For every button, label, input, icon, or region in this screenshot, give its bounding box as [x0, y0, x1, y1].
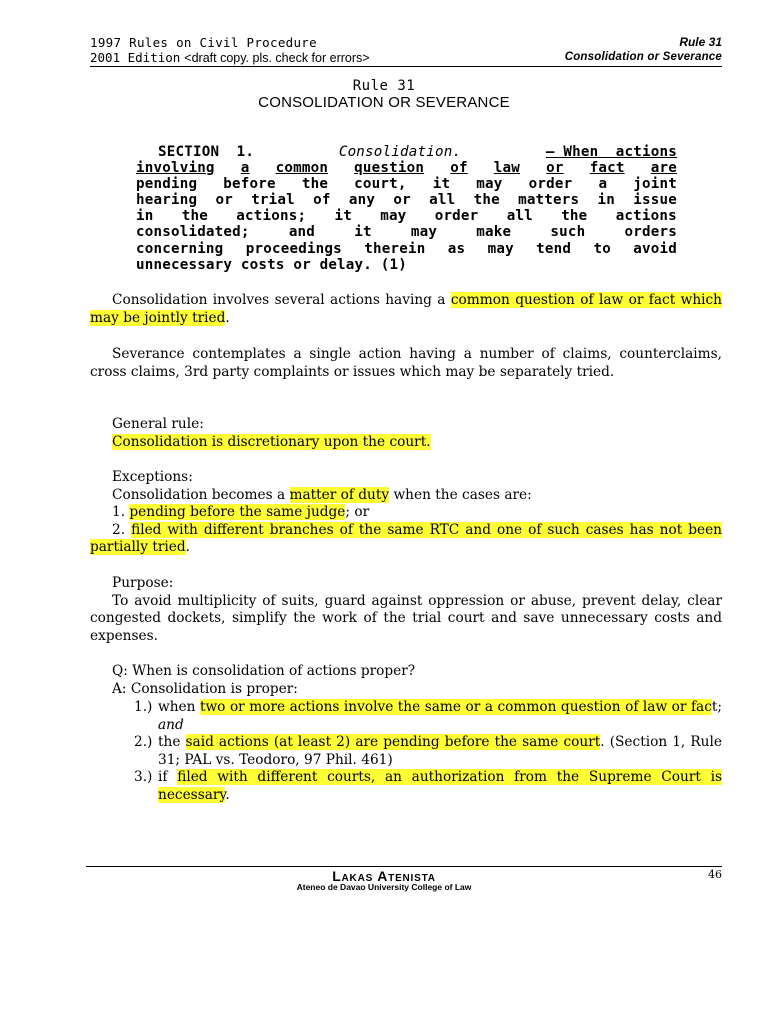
codal-word: actions [615, 208, 677, 225]
page-number: 46 [708, 868, 722, 881]
highlight-common-question: common question of law or fact which may be jointly tried [90, 292, 722, 326]
codal-word: and [288, 224, 316, 241]
exception-item-2: 2. filed with different branches of the same RTC and one of such cases has not been partially tried. [90, 521, 722, 556]
codal-word: question [354, 160, 425, 177]
codal-word: joint [633, 176, 677, 193]
codal-word: therein [364, 240, 426, 257]
codal-word: court, [354, 176, 407, 193]
codal-word: a [598, 176, 608, 193]
purpose-label: Purpose: [112, 575, 174, 591]
codal-word: before [223, 176, 276, 193]
codal-word: unnecessary costs or delay. (1) [136, 256, 407, 273]
codal-line-6 [136, 224, 677, 240]
qa-item-1: 1.) when two or more actions involve the same or a common question of law or fact; and [134, 699, 722, 733]
qa-items [134, 699, 722, 805]
general-rule-block [90, 416, 722, 451]
codal-line-7 [136, 241, 677, 257]
codal-word: as [447, 240, 466, 257]
codal-word: a [240, 160, 250, 177]
highlight-matter-of-duty: matter of duty [289, 486, 390, 503]
codal-word: trial [251, 192, 295, 209]
codal-word: or [393, 192, 411, 209]
codal-line-4 [136, 192, 677, 208]
codal-word: the [561, 208, 588, 225]
footer-subtitle: Ateneo de Davao University College of Law [296, 882, 472, 892]
exception-item-1: 1. pending before the same judge; or [112, 504, 370, 521]
codal-word: consolidated; [136, 224, 250, 241]
header-edition: 2001 Edition [90, 50, 181, 65]
codal-word: of [313, 192, 331, 209]
codal-word: may [487, 240, 514, 257]
codal-word: the [301, 176, 329, 193]
codal-line-1 [136, 144, 677, 160]
codal-word: actions; [236, 208, 307, 225]
exceptions-block [90, 469, 722, 557]
codal-word: make [476, 224, 512, 241]
codal-word: involving [136, 160, 215, 177]
codal-word: may [380, 208, 407, 225]
codal-word: of [450, 160, 468, 177]
qa-item-2: 2.) the said actions (at least 2) are pending before the same court. (Section 1, Rule 31; PAL vs. Teodoro, 97 Phil. 461) [134, 734, 722, 768]
codal-word: may [476, 176, 503, 193]
codal-word: the [181, 208, 208, 225]
codal-word: or [546, 160, 564, 177]
paragraph-consolidation: Consolidation involves several actions having a common question of law or fact which may be jointly tried. [90, 292, 722, 326]
codal-line-8 [136, 257, 677, 273]
header-edition-line [90, 50, 370, 66]
section-title: Consolidation. [338, 144, 462, 160]
codal-word: order [528, 176, 573, 193]
qa-answer: A: Consolidation is proper: [112, 680, 298, 697]
codal-word: in [136, 208, 154, 225]
codal-word: matters [518, 192, 580, 209]
codal-word: all [506, 208, 533, 225]
general-rule-label: General rule: [112, 416, 204, 432]
codal-word: common [275, 160, 329, 177]
rule-title: CONSOLIDATION OR SEVERANCE [258, 94, 510, 111]
codal-word: to [593, 240, 611, 257]
codal-line-3 [136, 176, 677, 192]
codal-word: the [473, 192, 500, 209]
codal-line-5 [136, 208, 677, 224]
qa-item-3: 3.) if filed with different courts, an authorization from the Supreme Court is necessary. [134, 769, 723, 803]
header-rule-topic: Consolidation or Severance [564, 51, 722, 63]
codal-word: or [215, 192, 233, 209]
codal-word: in [597, 192, 616, 209]
page-header [90, 34, 722, 67]
footer-rule-line [86, 866, 722, 867]
paragraph-severance: Severance contemplates a single action having a number of claims, counterclaims, cross claims, 3rd party complaints or issues which may be separately tried. [90, 346, 722, 380]
codal-word: it [432, 176, 451, 193]
codal-word: are [650, 160, 677, 177]
header-rule-number: Rule 31 [679, 35, 722, 49]
codal-word: order [434, 208, 479, 225]
footer-title: Lakas Atenista [332, 868, 436, 884]
codal-word: proceedings [245, 240, 342, 257]
codal-word: fact [589, 160, 625, 177]
rule-number: Rule 31 [352, 78, 416, 94]
general-rule-text: Consolidation is discretionary upon the court. [112, 433, 431, 450]
codal-word: hearing [136, 192, 198, 209]
codal-word: tend [536, 240, 572, 257]
exceptions-intro: Consolidation becomes a matter of duty when the cases are: [112, 486, 532, 503]
section-label: SECTION 1. [158, 144, 255, 160]
codal-word: may [410, 224, 438, 241]
codal-word: any [348, 192, 376, 209]
codal-word: orders [624, 224, 677, 241]
header-draft-note: <draft copy. pls. check for errors> [184, 51, 370, 65]
codal-provision-section-1 [136, 144, 677, 273]
codal-word: such [550, 224, 586, 241]
purpose-block [90, 575, 722, 645]
codal-word: all [429, 192, 456, 209]
codal-word: law [493, 160, 521, 177]
codal-line-1-text: – When actions [545, 144, 677, 160]
codal-word: pending [136, 176, 198, 193]
codal-word: issue [633, 192, 677, 209]
codal-word: it [354, 224, 372, 241]
exceptions-label: Exceptions: [112, 469, 193, 485]
codal-word: avoid [633, 240, 677, 257]
codal-word: it [334, 208, 352, 225]
codal-word: concerning [136, 240, 224, 257]
codal-line-2 [136, 160, 677, 176]
qa-header [90, 663, 722, 698]
purpose-text: To avoid multiplicity of suits, guard against oppression or abuse, prevent delay, clear congested dockets, simplify the work of the trial court and save unnecessary costs and expenses. [90, 592, 722, 644]
qa-question: Q: When is consolidation of actions proper? [112, 663, 416, 679]
header-book-title: 1997 Rules on Civil Procedure [90, 35, 317, 50]
